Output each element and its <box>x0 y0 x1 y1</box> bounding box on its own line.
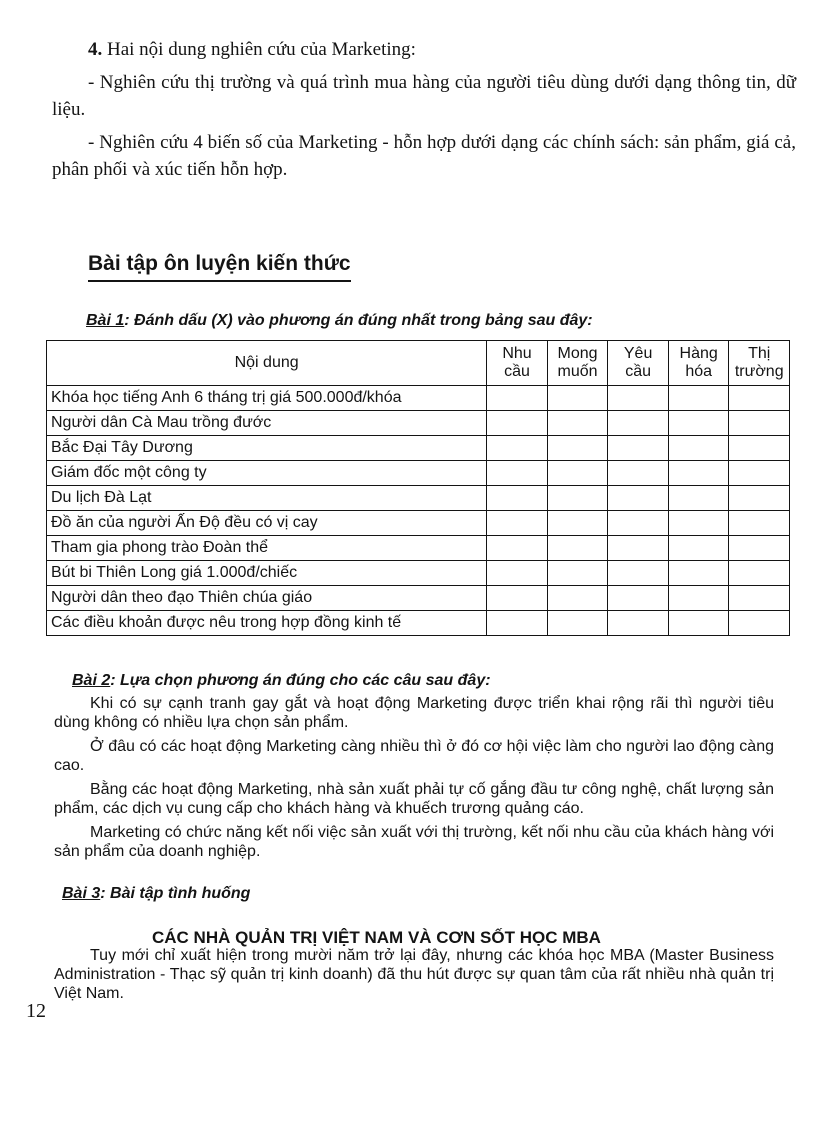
table-row <box>47 561 790 586</box>
mark-cell[interactable] <box>487 511 548 536</box>
mark-cell[interactable] <box>668 536 729 561</box>
mark-cell[interactable] <box>608 561 669 586</box>
table-header-row <box>47 341 790 386</box>
mark-cell[interactable] <box>608 461 669 486</box>
mark-cell[interactable] <box>729 586 790 611</box>
table-row <box>47 586 790 611</box>
section-4 <box>52 36 796 189</box>
mark-cell[interactable] <box>487 561 548 586</box>
table-row <box>47 386 790 411</box>
mark-cell[interactable] <box>487 436 548 461</box>
bai1-table <box>46 340 790 636</box>
mark-cell[interactable] <box>729 536 790 561</box>
mark-cell[interactable] <box>608 386 669 411</box>
mark-cell[interactable] <box>608 611 669 636</box>
mark-cell[interactable] <box>608 586 669 611</box>
bai2-statement: Khi có sự cạnh tranh gay gắt và hoạt động Marketing được triển khai rộng rãi thì người tiêu dùng không có nhiều lựa chọn sản phẩm. <box>54 695 774 731</box>
case-study-text <box>54 946 774 1003</box>
mark-cell[interactable] <box>547 436 608 461</box>
row-content: Tham gia phong trào Đoàn thể <box>47 536 487 561</box>
mark-cell[interactable] <box>608 511 669 536</box>
mark-cell[interactable] <box>487 536 548 561</box>
mark-cell[interactable] <box>547 586 608 611</box>
mark-cell[interactable] <box>547 486 608 511</box>
row-content: Người dân theo đạo Thiên chúa giáo <box>47 586 487 611</box>
mark-cell[interactable] <box>487 586 548 611</box>
bai3-instruction <box>62 885 250 903</box>
mark-cell[interactable] <box>668 436 729 461</box>
bai1-instruction-text: : Đánh dấu (X) vào phương án đúng nhất trong bảng sau đây: <box>124 312 593 329</box>
mark-cell[interactable] <box>729 561 790 586</box>
mark-cell[interactable] <box>487 461 548 486</box>
mark-cell[interactable] <box>668 511 729 536</box>
bai3-instruction-text: : Bài tập tình huống <box>100 885 251 902</box>
column-header-demand: Yêu cầu <box>608 341 669 386</box>
mark-cell[interactable] <box>487 611 548 636</box>
mark-cell[interactable] <box>729 436 790 461</box>
mark-cell[interactable] <box>729 386 790 411</box>
mark-cell[interactable] <box>668 611 729 636</box>
bai2-statements <box>54 694 774 866</box>
bai2-statement: Ở đâu có các hoạt động Marketing càng nhiều thì ở đó cơ hội việc làm cho người lao động càng cao. <box>54 738 774 774</box>
mark-cell[interactable] <box>729 511 790 536</box>
bai2-label: Bài 2 <box>72 672 111 689</box>
case-study-paragraph: Tuy mới chỉ xuất hiện trong mười năm trở lại đây, nhưng các khóa học MBA (Master Business Administration - Thạc sỹ quản trị kinh doanh) đã thu hút được sự quan tâm của rất nhiều nhà quản trị Việt Nam. <box>54 947 774 1002</box>
mark-cell[interactable] <box>547 611 608 636</box>
bai2-statement: Marketing có chức năng kết nối việc sản xuất với thị trường, kết nối nhu cầu của khách hàng với sản phẩm của doanh nghiệp. <box>54 824 774 860</box>
mark-cell[interactable] <box>729 411 790 436</box>
section-4-number: 4. <box>88 39 103 60</box>
bai2-instruction <box>72 672 491 690</box>
bai2-instruction-text: : Lựa chọn phương án đúng cho các câu sau đây: <box>110 672 491 689</box>
column-header-goods: Hàng hóa <box>668 341 729 386</box>
bai1-label: Bài 1 <box>86 312 125 329</box>
table-row <box>47 461 790 486</box>
page-number: 12 <box>26 1000 46 1022</box>
case-study-title: CÁC NHÀ QUẢN TRỊ VIỆT NAM VÀ CƠN SỐT HỌC MBA <box>152 928 601 947</box>
row-content: Đồ ăn của người Ấn Độ đều có vị cay <box>47 511 487 536</box>
bai3-label: Bài 3 <box>62 885 101 902</box>
table-row <box>47 511 790 536</box>
row-content: Bút bi Thiên Long giá 1.000đ/chiếc <box>47 561 487 586</box>
table-row <box>47 486 790 511</box>
mark-cell[interactable] <box>547 386 608 411</box>
section-4-heading <box>52 36 796 63</box>
column-header-content: Nội dung <box>47 341 487 386</box>
mark-cell[interactable] <box>729 486 790 511</box>
exercises-title: Bài tập ôn luyện kiến thức <box>88 252 351 282</box>
mark-cell[interactable] <box>668 486 729 511</box>
mark-cell[interactable] <box>547 411 608 436</box>
row-content: Khóa học tiếng Anh 6 tháng trị giá 500.000đ/khóa <box>47 386 487 411</box>
mark-cell[interactable] <box>668 561 729 586</box>
mark-cell[interactable] <box>668 411 729 436</box>
mark-cell[interactable] <box>608 436 669 461</box>
mark-cell[interactable] <box>547 561 608 586</box>
mark-cell[interactable] <box>668 461 729 486</box>
mark-cell[interactable] <box>547 511 608 536</box>
mark-cell[interactable] <box>668 586 729 611</box>
section-4-heading-text: Hai nội dung nghiên cứu của Marketing: <box>107 39 416 60</box>
row-content: Các điều khoản được nêu trong hợp đồng kinh tế <box>47 611 487 636</box>
mark-cell[interactable] <box>487 411 548 436</box>
column-header-market: Thị trường <box>729 341 790 386</box>
table-row <box>47 411 790 436</box>
mark-cell[interactable] <box>487 386 548 411</box>
mark-cell[interactable] <box>608 536 669 561</box>
mark-cell[interactable] <box>608 486 669 511</box>
mark-cell[interactable] <box>547 461 608 486</box>
column-header-need: Nhu cầu <box>487 341 548 386</box>
mark-cell[interactable] <box>668 386 729 411</box>
table-row <box>47 536 790 561</box>
section-4-item: - Nghiên cứu thị trường và quá trình mua hàng của người tiêu dùng dưới dạng thông tin, dữ liệu. <box>52 72 796 120</box>
row-content: Du lịch Đà Lạt <box>47 486 487 511</box>
mark-cell[interactable] <box>729 611 790 636</box>
column-header-want: Mong muốn <box>547 341 608 386</box>
row-content: Giám đốc một công ty <box>47 461 487 486</box>
mark-cell[interactable] <box>487 486 548 511</box>
row-content: Người dân Cà Mau trồng đước <box>47 411 487 436</box>
bai2-statement: Bằng các hoạt động Marketing, nhà sản xuất phải tự cố gắng đầu tư công nghệ, chất lượng sản phẩm, các dịch vụ cung cấp cho khách hàng và khuếch trương quảng cáo. <box>54 781 774 817</box>
mark-cell[interactable] <box>608 411 669 436</box>
mark-cell[interactable] <box>729 461 790 486</box>
bai1-instruction <box>86 312 593 330</box>
table-row <box>47 611 790 636</box>
row-content: Bắc Đại Tây Dương <box>47 436 487 461</box>
section-4-item: - Nghiên cứu 4 biến số của Marketing - hỗn hợp dưới dạng các chính sách: sản phẩm, giá cả, phân phối và xúc tiến hỗn hợp. <box>52 132 796 180</box>
mark-cell[interactable] <box>547 536 608 561</box>
table-row <box>47 436 790 461</box>
